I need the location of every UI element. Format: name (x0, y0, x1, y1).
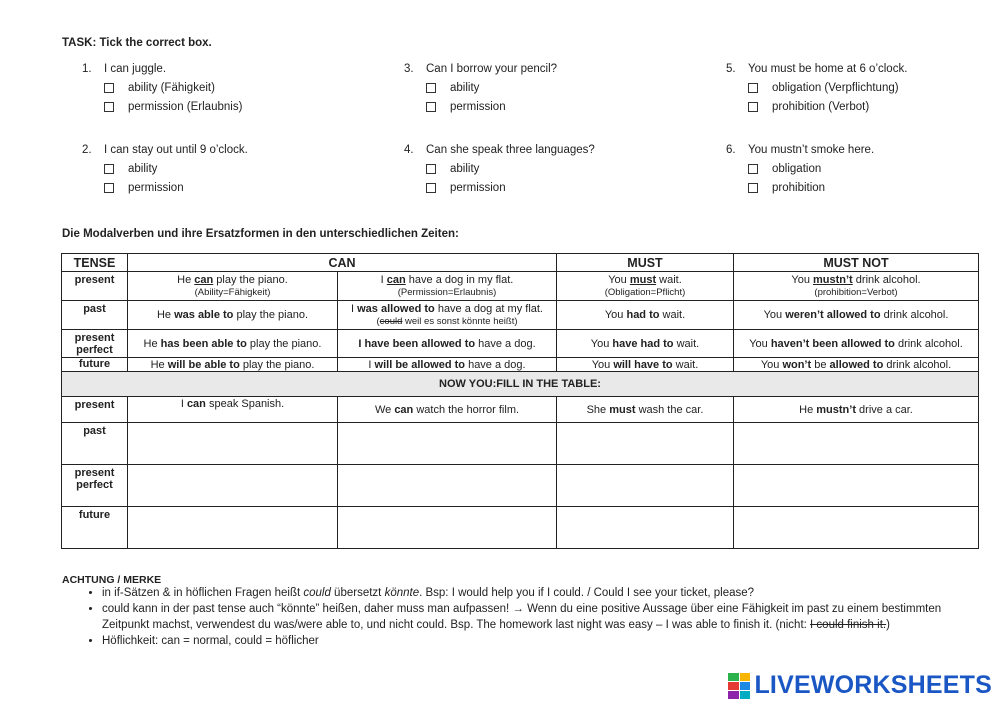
answer-field[interactable] (557, 507, 734, 549)
cell: I was allowed to have a dog at my flat. (could weil es sonst könnte heißt) (338, 301, 557, 330)
answer-field[interactable] (557, 465, 734, 507)
fill-in-banner: NOW YOU:FILL IN THE TABLE: (62, 372, 979, 397)
header-must: MUST (557, 254, 734, 272)
option-label: obligation (Verpflichtung) (772, 82, 899, 94)
row-label: present perfect (62, 465, 128, 507)
logo-text: LIVEWORKSHEETS (754, 671, 992, 699)
fill-row-present-perfect (62, 465, 979, 507)
option-label: permission (128, 182, 184, 194)
option-label: permission (Erlaubnis) (128, 101, 243, 113)
fill-row-future (62, 507, 979, 549)
checkbox[interactable] (104, 83, 114, 93)
cell: You will have to wait. (557, 358, 734, 372)
answer-field[interactable] (338, 507, 557, 549)
row-past (62, 301, 979, 330)
cell: She must wash the car. (557, 397, 734, 423)
notes-list (62, 585, 982, 649)
question-number: 4. (404, 144, 414, 156)
cell: He mustn’t drive a car. (734, 397, 979, 423)
checkbox[interactable] (426, 102, 436, 112)
row-label: past (62, 301, 128, 330)
cell: You had to wait. (557, 301, 734, 330)
option-label: prohibition (Verbot) (772, 101, 870, 113)
cell: He will be able to play the piano. (128, 358, 338, 372)
checkbox[interactable] (748, 83, 758, 93)
answer-field[interactable] (128, 507, 338, 549)
cell: I can speak Spanish. (128, 397, 338, 423)
question-text: I can juggle. (104, 63, 167, 75)
question-number: 3. (404, 63, 414, 75)
cell: You mustn’t drink alcohol. (prohibition=Verbot) (734, 272, 979, 301)
band-row (62, 372, 979, 397)
note-item: • Höflichkeit: can = normal, could = höflicher (102, 633, 982, 649)
cell: He has been able to play the piano. (128, 330, 338, 358)
checkbox[interactable] (748, 102, 758, 112)
logo-icon (728, 673, 750, 699)
notes-title: ACHTUNG / MERKE (62, 574, 162, 586)
cell: I have been allowed to have a dog. (338, 330, 557, 358)
answer-field[interactable] (128, 465, 338, 507)
question-text: You must be home at 6 o’clock. (748, 63, 908, 75)
row-label: future (62, 507, 128, 549)
cell: He was able to play the piano. (128, 301, 338, 330)
question-1 (82, 63, 382, 113)
row-label: past (62, 423, 128, 465)
cell: You weren’t allowed to drink alcohol. (734, 301, 979, 330)
option-label: permission (450, 182, 506, 194)
row-label: present perfect (62, 330, 128, 358)
checkbox[interactable] (748, 183, 758, 193)
header-can: CAN (128, 254, 557, 272)
answer-field[interactable] (734, 423, 979, 465)
liveworksheets-logo (728, 671, 992, 700)
checkbox[interactable] (104, 183, 114, 193)
option-label: ability (128, 163, 158, 175)
cell: He can play the piano. (Ability=Fähigkeit) (128, 272, 338, 301)
option-label: ability (Fähigkeit) (128, 82, 215, 94)
fill-row-present (62, 397, 979, 423)
row-label: future (62, 358, 128, 372)
table-title: Die Modalverben und ihre Ersatzformen in den unterschiedlichen Zeiten: (62, 228, 459, 240)
question-2 (82, 144, 382, 194)
option-label: ability (450, 163, 480, 175)
checkbox[interactable] (426, 83, 436, 93)
answer-field[interactable] (557, 423, 734, 465)
question-6 (726, 144, 1000, 194)
task-title: TASK: Tick the correct box. (62, 37, 212, 49)
answer-field[interactable] (128, 423, 338, 465)
header-must-not: MUST NOT (734, 254, 979, 272)
checkbox[interactable] (426, 164, 436, 174)
note-item: • could kann in der past tense auch “könnte” heißen, daher muss man aufpassen! → Wenn du eine positive Aussage über eine Fähigkeit im past zu einem bestimmten Zeitpunkt machst, verwendest du was/were able to, und nicht could. Bsp. The homework last night was easy – I was able to finish it. (nicht: I could finish it.) (102, 601, 982, 633)
cell: I can have a dog in my flat. (Permission=Erlaubnis) (338, 272, 557, 301)
row-future (62, 358, 979, 372)
option-label: permission (450, 101, 506, 113)
header-tense: TENSE (62, 254, 128, 272)
cell: You haven’t been allowed to drink alcohol. (734, 330, 979, 358)
question-3 (404, 63, 704, 113)
question-number: 6. (726, 144, 736, 156)
cell: You won’t be allowed to drink alcohol. (734, 358, 979, 372)
row-present-perfect (62, 330, 979, 358)
question-number: 2. (82, 144, 92, 156)
answer-field[interactable] (734, 507, 979, 549)
question-5 (726, 63, 1000, 113)
option-label: ability (450, 82, 480, 94)
cell: I will be allowed to have a dog. (338, 358, 557, 372)
cell: We can watch the horror film. (338, 397, 557, 423)
fill-row-past (62, 423, 979, 465)
option-label: prohibition (772, 182, 826, 194)
checkbox[interactable] (104, 102, 114, 112)
checkbox[interactable] (104, 164, 114, 174)
question-text: Can I borrow your pencil? (426, 63, 558, 75)
checkbox[interactable] (748, 164, 758, 174)
answer-field[interactable] (338, 423, 557, 465)
answer-field[interactable] (338, 465, 557, 507)
cell: You have had to wait. (557, 330, 734, 358)
question-text: You mustn’t smoke here. (748, 144, 875, 156)
question-number: 5. (726, 63, 736, 75)
header-row (62, 254, 979, 272)
question-text: Can she speak three languages? (426, 144, 595, 156)
note-item: • in if-Sätzen & in höflichen Fragen heißt could übersetzt könnte. Bsp: I would help you if I could. / Could I see your ticket, please? (102, 585, 982, 601)
row-label: present (62, 397, 128, 423)
arrow-icon: → (512, 603, 524, 615)
row-label: present (62, 272, 128, 301)
modal-verbs-table (61, 253, 979, 549)
question-number: 1. (82, 63, 92, 75)
row-present (62, 272, 979, 301)
option-label: obligation (772, 163, 822, 175)
question-4 (404, 144, 704, 194)
answer-field[interactable] (734, 465, 979, 507)
cell: You must wait. (Obligation=Pflicht) (557, 272, 734, 301)
checkbox[interactable] (426, 183, 436, 193)
question-text: I can stay out until 9 o’clock. (104, 144, 248, 156)
